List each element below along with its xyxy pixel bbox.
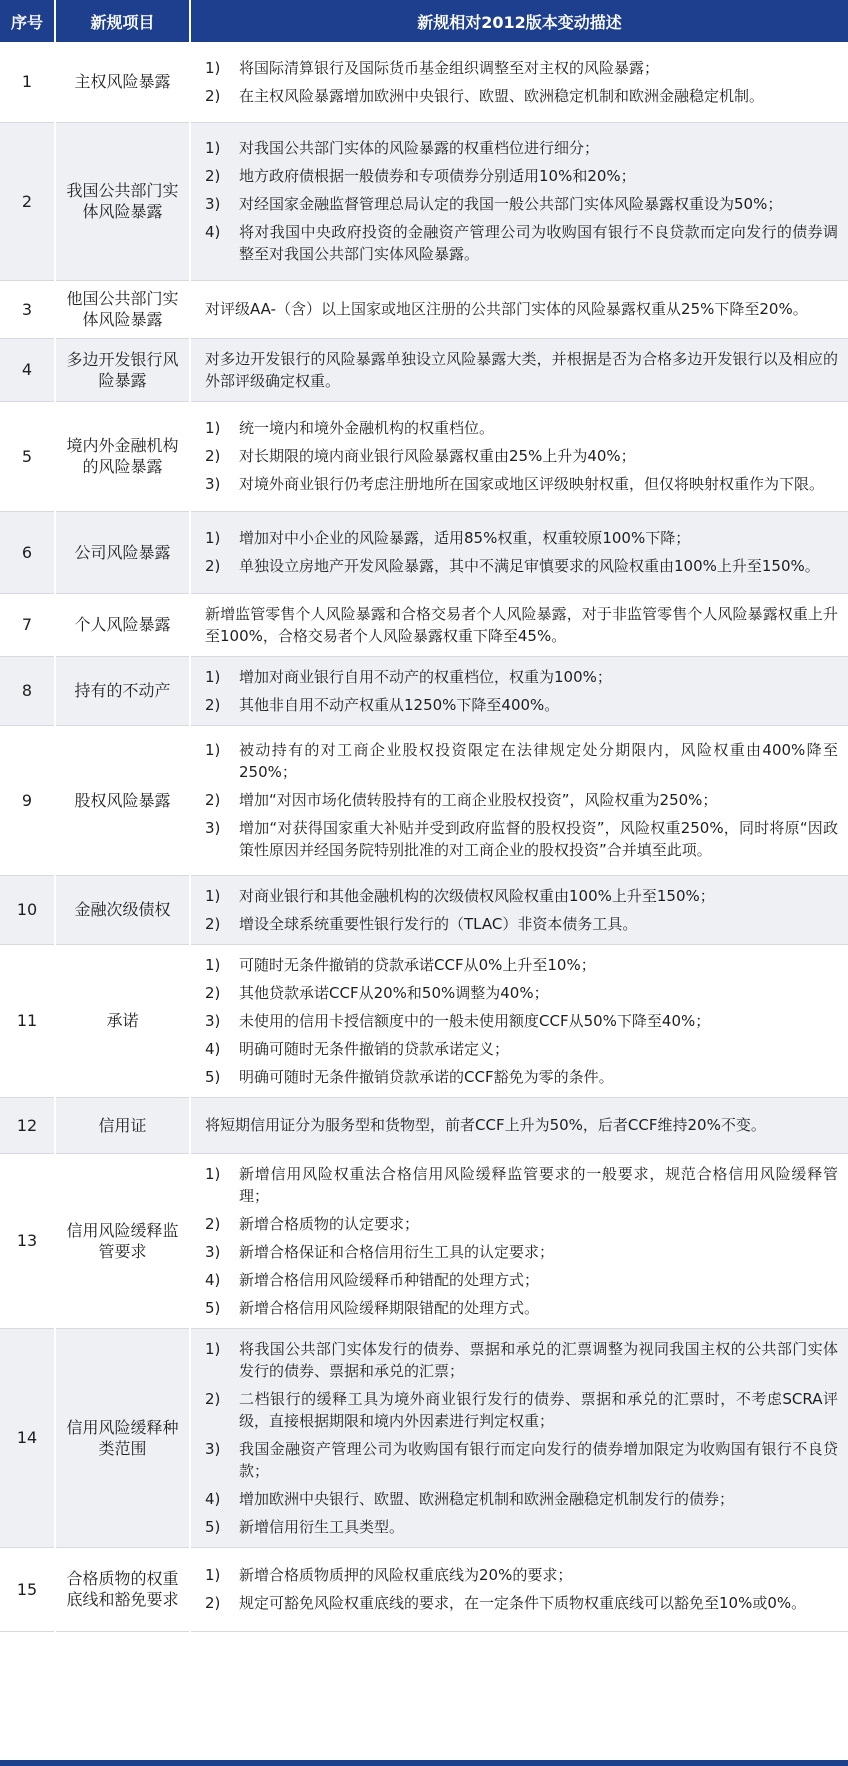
row-item-cell: [55, 1328, 190, 1547]
row-description: [190, 875, 848, 944]
description-line: [205, 1338, 838, 1382]
description-line: [205, 165, 838, 187]
list-marker: 2): [205, 1594, 221, 1612]
list-marker: 2): [205, 791, 221, 809]
row-description: [190, 725, 848, 875]
table-row: [0, 511, 848, 593]
row-serial-number: 7: [0, 593, 55, 656]
header-row: [0, 0, 848, 42]
description-text: 增加对中小企业的风险暴露，适用85%权重，权重较原100%下降；: [239, 529, 691, 547]
list-marker: 2): [205, 86, 221, 105]
row-item-cell: [55, 122, 190, 280]
list-marker: 2): [205, 557, 221, 575]
description-text: 增加“对获得国家重大补贴并受到政府监督的股权投资”，风险权重250%，同时将原“因政策性原因并经国务院特别批准的对工商企业的股权投资”合并填至此项。: [239, 819, 838, 859]
list-marker: 4): [205, 1039, 221, 1058]
description-text: 单独设立房地产开发风险暴露，其中不满足审慎要求的风险权重由100%上升至150%。: [239, 557, 820, 575]
description-line: [205, 982, 838, 1004]
description-text: 对境外商业银行仍考虑注册地所在国家或地区评级映射权重，但仅将映射权重作为下限。: [239, 475, 825, 493]
list-marker: 1): [205, 1566, 221, 1584]
row-item-cell: [55, 1097, 190, 1153]
description-line: [205, 1038, 838, 1060]
row-serial-number: 4: [0, 338, 55, 401]
description-text: 对商业银行和其他金融机构的次级债权风险权重由100%上升至150%；: [239, 886, 715, 905]
description-text: 对多边开发银行的风险暴露单独设立风险暴露大类，并根据是否为合格多边开发银行以及相应的外部评级确定权重。: [205, 349, 838, 390]
table-row: [0, 280, 848, 338]
description-line: [205, 1010, 838, 1032]
row-item-cell: [55, 42, 190, 122]
description-line: [205, 954, 838, 976]
row-item-name: 主权风险暴露: [74, 72, 171, 92]
row-serial-number: 11: [0, 944, 55, 1097]
list-marker: 1): [205, 1339, 221, 1358]
row-description: [190, 1153, 848, 1328]
description-text: 其他贷款承诺CCF从20%和50%调整为40%；: [239, 983, 549, 1002]
list-marker: 2): [205, 914, 221, 933]
row-item-name: 他国公共部门实体风险暴露: [66, 289, 179, 329]
row-item-name: 我国公共部门实体风险暴露: [66, 181, 179, 221]
description-line: [205, 348, 838, 392]
row-description: [190, 401, 848, 511]
description-line: [205, 1564, 838, 1586]
table-row: [0, 1097, 848, 1153]
description-text: 二档银行的缓释工具为境外商业银行发行的债券、票据和承兑的汇票时，不考虑SCRA评级，直接根据期限和境内外因素进行判定权重；: [239, 1389, 838, 1430]
table-row: [0, 656, 848, 725]
list-marker: 4): [205, 1270, 221, 1289]
row-serial-number: 15: [0, 1547, 55, 1631]
row-serial-number: 8: [0, 656, 55, 725]
description-text: 新增合格质物的认定要求；: [239, 1214, 420, 1233]
description-text: 对评级AA-（含）以上国家或地区注册的公共部门实体的风险暴露权重从25%下降至20%。: [205, 300, 808, 318]
description-line: [205, 527, 838, 549]
list-marker: 2): [205, 983, 221, 1002]
list-marker: 3): [205, 819, 221, 837]
row-item-cell: [55, 875, 190, 944]
description-text: 其他非自用不动产权重从1250%下降至400%。: [239, 695, 560, 714]
description-text: 对长期限的境内商业银行风险暴露权重由25%上升为40%；: [239, 447, 636, 465]
table-row: [0, 338, 848, 401]
description-line: [205, 1066, 838, 1088]
description-line: [205, 555, 838, 577]
row-description: [190, 122, 848, 280]
description-text: 将对我国中央政府投资的金融资产管理公司为收购国有银行不良贷款而定向发行的债券调整至对我国公共部门实体风险暴露。: [239, 223, 838, 263]
list-marker: 2): [205, 1214, 221, 1233]
table-row: [0, 401, 848, 511]
description-line: [205, 913, 838, 935]
table-row: [0, 122, 848, 280]
row-serial-number: 1: [0, 42, 55, 122]
list-marker: 5): [205, 1298, 221, 1317]
description-text: 未使用的信用卡授信额度中的一般未使用额度CCF从50%下降至40%；: [239, 1011, 711, 1030]
row-description: [190, 1547, 848, 1631]
row-item-name: 金融次级债权: [74, 900, 171, 919]
description-line: [205, 739, 838, 783]
description-line: [205, 885, 838, 907]
row-item-name: 承诺: [106, 1011, 139, 1030]
row-item-name: 股权风险暴露: [74, 790, 171, 810]
description-text: 增加“对因市场化债转股持有的工商企业股权投资”，风险权重为250%；: [239, 791, 718, 809]
table-row: [0, 1153, 848, 1328]
list-marker: 2): [205, 447, 221, 465]
list-marker: 1): [205, 741, 221, 759]
list-marker: 4): [205, 223, 221, 241]
row-serial-number: 6: [0, 511, 55, 593]
row-serial-number: 2: [0, 122, 55, 280]
row-description: [190, 656, 848, 725]
description-text: 新增合格质物质押的风险权重底线为20%的要求；: [239, 1566, 573, 1584]
list-marker: 3): [205, 195, 221, 213]
row-item-name: 境内外金融机构的风险暴露: [66, 436, 179, 476]
table-row: [0, 725, 848, 875]
description-text: 将我国公共部门实体发行的债券、票据和承兑的汇票调整为视同我国主权的公共部门实体发行的债券、票据和承兑的汇票；: [239, 1339, 838, 1380]
row-description: [190, 1097, 848, 1153]
list-marker: 1): [205, 139, 221, 157]
description-text: 新增监管零售个人风险暴露和合格交易者个人风险暴露，对于非监管零售个人风险暴露权重上升至100%，合格交易者个人风险暴露权重下降至45%。: [205, 604, 838, 645]
row-item-cell: [55, 338, 190, 401]
description-text: 增设全球系统重要性银行发行的（TLAC）非资本债务工具。: [239, 914, 638, 933]
description-line: [205, 85, 838, 107]
description-line: [205, 1241, 838, 1263]
description-text: 增加欧洲中央银行、欧盟、欧洲稳定机制和欧洲金融稳定机制发行的债券；: [239, 1489, 735, 1508]
description-line: [205, 417, 838, 439]
row-item-cell: [55, 280, 190, 338]
table-header: [0, 0, 848, 42]
description-text: 新增合格信用风险缓释币种错配的处理方式；: [239, 1270, 540, 1289]
list-marker: 1): [205, 955, 221, 974]
description-line: [205, 694, 838, 716]
row-serial-number: 5: [0, 401, 55, 511]
row-serial-number: 12: [0, 1097, 55, 1153]
description-line: [205, 1163, 838, 1207]
description-line: [205, 298, 838, 320]
description-text: 新增合格保证和合格信用衍生工具的认定要求；: [239, 1242, 555, 1261]
description-line: [205, 1488, 838, 1510]
row-item-cell: [55, 656, 190, 725]
description-line: [205, 1516, 838, 1538]
description-text: 在主权风险暴露增加欧洲中央银行、欧盟、欧洲稳定机制和欧洲金融稳定机制。: [239, 86, 765, 105]
row-item-name: 信用风险缓释监管要求: [66, 1220, 179, 1261]
list-marker: 3): [205, 1439, 221, 1458]
description-line: [205, 1213, 838, 1235]
description-text: 我国金融资产管理公司为收购国有银行而定向发行的债券增加限定为收购国有银行不良贷款；: [239, 1439, 838, 1480]
description-line: [205, 221, 838, 265]
list-marker: 3): [205, 1242, 221, 1261]
description-line: [205, 193, 838, 215]
description-text: 地方政府债根据一般债券和专项债券分别适用10%和20%；: [239, 167, 636, 185]
list-marker: 1): [205, 419, 221, 437]
list-marker: 1): [205, 58, 221, 77]
row-item-cell: [55, 1547, 190, 1631]
description-line: [205, 1592, 838, 1614]
list-marker: 2): [205, 167, 221, 185]
row-item-name: 信用证: [98, 1115, 147, 1135]
list-marker: 1): [205, 667, 221, 686]
description-text: 明确可随时无条件撤销的贷款承诺定义；: [239, 1039, 510, 1058]
description-text: 将国际清算银行及国际货币基金组织调整至对主权的风险暴露；: [239, 58, 660, 77]
description-line: [205, 1269, 838, 1291]
row-item-cell: [55, 593, 190, 656]
row-serial-number: 14: [0, 1328, 55, 1547]
description-line: [205, 137, 838, 159]
description-line: [205, 473, 838, 495]
description-text: 明确可随时无条件撤销贷款承诺的CCF豁免为零的条件。: [239, 1067, 614, 1086]
row-description: [190, 338, 848, 401]
row-description: [190, 1328, 848, 1547]
table-row: [0, 944, 848, 1097]
row-item-name: 个人风险暴露: [74, 615, 171, 634]
row-description: [190, 944, 848, 1097]
row-item-name: 持有的不动产: [74, 681, 171, 700]
list-marker: 1): [205, 1164, 221, 1183]
row-serial-number: 9: [0, 725, 55, 875]
header-change-description: 新规相对2012版本变动描述: [190, 0, 848, 42]
row-description: [190, 280, 848, 338]
row-serial-number: 3: [0, 280, 55, 338]
table-row: [0, 1547, 848, 1631]
list-marker: 4): [205, 1489, 221, 1508]
row-serial-number: 10: [0, 875, 55, 944]
list-marker: 1): [205, 886, 221, 905]
description-text: 统一境内和境外金融机构的权重档位。: [239, 419, 495, 437]
row-item-name: 公司风险暴露: [74, 542, 171, 562]
list-marker: 3): [205, 1011, 221, 1030]
list-marker: 5): [205, 1517, 221, 1536]
description-text: 对经国家金融监督管理总局认定的我国一般公共部门实体风险暴露权重设为50%；: [239, 195, 783, 213]
row-item-cell: [55, 944, 190, 1097]
description-text: 规定可豁免风险权重底线的要求，在一定条件下质物权重底线可以豁免至10%或0%。: [239, 1594, 807, 1612]
row-description: [190, 42, 848, 122]
list-marker: 5): [205, 1067, 221, 1086]
header-new-rule-item: 新规项目: [55, 0, 190, 42]
description-line: [205, 789, 838, 811]
list-marker: 2): [205, 1389, 221, 1408]
description-text: 可随时无条件撤销的贷款承诺CCF从0%上升至10%；: [239, 955, 596, 974]
description-text: 新增信用衍生工具类型。: [239, 1517, 405, 1536]
description-text: 新增信用风险权重法合格信用风险缓释监管要求的一般要求，规范合格信用风险缓释管理；: [239, 1164, 838, 1205]
description-text: 将短期信用证分为服务型和货物型，前者CCF上升为50%，后者CCF维持20%不变。: [205, 1116, 766, 1134]
row-description: [190, 511, 848, 593]
row-item-name: 合格质物的权重底线和豁免要求: [66, 1569, 179, 1609]
row-serial-number: 13: [0, 1153, 55, 1328]
description-line: [205, 666, 838, 688]
description-line: [205, 1114, 838, 1136]
row-item-cell: [55, 401, 190, 511]
header-serial-number: 序号: [0, 0, 55, 42]
description-line: [205, 445, 838, 467]
row-item-cell: [55, 725, 190, 875]
table-row: [0, 42, 848, 122]
description-line: [205, 57, 838, 79]
description-text: 被动持有的对工商企业股权投资限定在法律规定处分期限内，风险权重由400%降至250%；: [239, 741, 838, 781]
list-marker: 2): [205, 695, 221, 714]
description-text: 新增合格信用风险缓释期限错配的处理方式。: [239, 1298, 540, 1317]
table-row: [0, 1328, 848, 1547]
table-row: [0, 875, 848, 944]
description-text: 对我国公共部门实体的风险暴露的权重档位进行细分；: [239, 139, 600, 157]
row-item-cell: [55, 511, 190, 593]
list-marker: 3): [205, 475, 221, 493]
row-description: [190, 593, 848, 656]
row-item-name: 多边开发银行风险暴露: [66, 349, 179, 390]
description-text: 增加对商业银行自用不动产的权重档位，权重为100%；: [239, 667, 612, 686]
description-line: [205, 603, 838, 647]
description-line: [205, 1297, 838, 1319]
row-item-cell: [55, 1153, 190, 1328]
description-line: [205, 1438, 838, 1482]
list-marker: 1): [205, 529, 221, 547]
table-body: [0, 42, 848, 1631]
description-line: [205, 817, 838, 861]
description-line: [205, 1388, 838, 1432]
table-row: [0, 593, 848, 656]
row-item-name: 信用风险缓释种类范围: [66, 1417, 179, 1458]
